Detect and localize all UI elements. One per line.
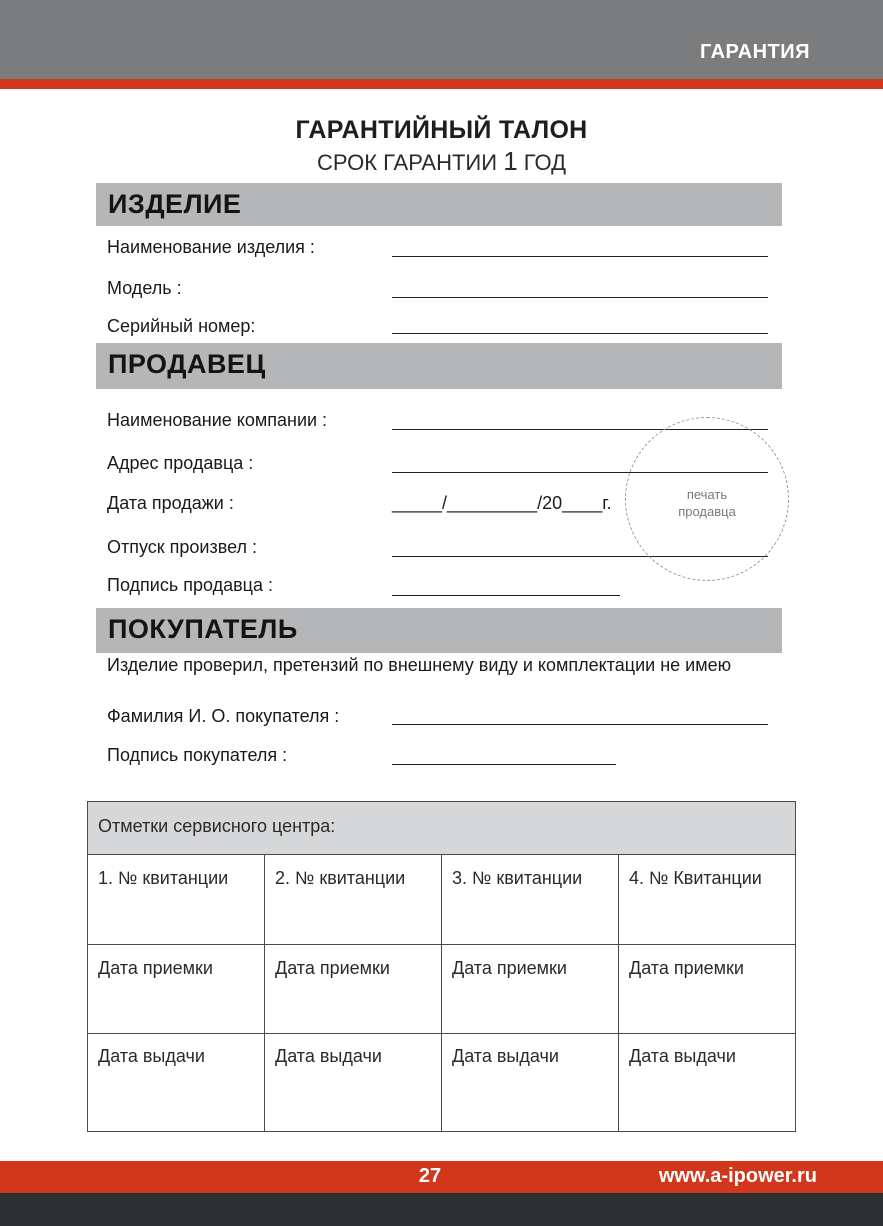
receipt-cell-2[interactable]: 2. № квитанции xyxy=(265,855,442,945)
subtitle-number: 1 xyxy=(503,146,518,176)
page-number: 27 xyxy=(418,1165,442,1187)
issued-date-cell-4[interactable]: Дата выдачи xyxy=(619,1034,796,1132)
footer-dark-bar xyxy=(0,1193,883,1226)
page-title: ГАРАНТИЙНЫЙ ТАЛОН xyxy=(295,116,588,144)
website-link[interactable]: www.a-ipower.ru xyxy=(658,1165,817,1187)
buyer-section-title: ПОКУПАТЕЛЬ xyxy=(108,614,298,644)
serial-number-label: Серийный номер: xyxy=(107,316,256,336)
header-section-label: ГАРАНТИЯ xyxy=(700,41,810,63)
buyer-signature-label: Подпись покупателя : xyxy=(107,745,288,765)
receipt-cell-3[interactable]: 3. № квитанции xyxy=(442,855,619,945)
seller-section-bar xyxy=(96,343,782,389)
model-line[interactable] xyxy=(392,297,768,298)
stamp-text-line-2: продавца xyxy=(678,504,736,519)
issued-date-cell-3[interactable]: Дата выдачи xyxy=(442,1034,619,1132)
stamp-text-line-1: печать xyxy=(686,487,728,502)
accepted-date-cell-4[interactable]: Дата приемки xyxy=(619,945,796,1034)
table-row xyxy=(88,1034,796,1132)
issued-date-cell-2[interactable]: Дата выдачи xyxy=(265,1034,442,1132)
serial-number-line[interactable] xyxy=(392,333,768,334)
receipt-cell-1[interactable]: 1. № квитанции xyxy=(88,855,265,945)
buyer-statement: Изделие проверил, претензий по внешнему виду и комплектации не имею xyxy=(107,655,732,675)
subtitle-prefix: СРОК ГАРАНТИИ xyxy=(317,150,504,175)
product-section-bar xyxy=(96,183,782,226)
product-name-line[interactable] xyxy=(392,256,768,257)
buyer-signature-line[interactable] xyxy=(392,764,616,765)
subtitle-suffix: ГОД xyxy=(517,150,566,175)
sale-date-label: Дата продажи : xyxy=(107,493,234,513)
seller-stamp-label xyxy=(625,486,789,520)
product-section-title: ИЗДЕЛИЕ xyxy=(108,189,242,219)
receipt-cell-4[interactable]: 4. № Квитанции xyxy=(619,855,796,945)
buyer-name-label: Фамилия И. О. покупателя : xyxy=(107,706,340,726)
page-subtitle xyxy=(0,146,883,177)
seller-signature-label: Подпись продавца : xyxy=(107,575,274,595)
buyer-section-bar xyxy=(96,608,782,653)
header-bar xyxy=(0,0,883,79)
company-name-label: Наименование компании : xyxy=(107,410,328,430)
seller-signature-line[interactable] xyxy=(392,595,620,596)
issued-date-cell-1[interactable]: Дата выдачи xyxy=(88,1034,265,1132)
service-center-header: Отметки сервисного центра: xyxy=(88,802,796,855)
header-accent-stripe xyxy=(0,79,883,89)
sale-date-field[interactable]: _____/_________/20____г. xyxy=(392,493,612,513)
product-name-label: Наименование изделия : xyxy=(107,237,315,257)
buyer-name-line[interactable] xyxy=(392,724,768,725)
seller-section-title: ПРОДАВЕЦ xyxy=(108,349,266,379)
seller-address-label: Адрес продавца : xyxy=(107,453,254,473)
released-by-label: Отпуск произвел : xyxy=(107,537,258,557)
accepted-date-cell-2[interactable]: Дата приемки xyxy=(265,945,442,1034)
table-row xyxy=(88,855,796,945)
service-center-table xyxy=(87,801,796,1132)
model-label: Модель : xyxy=(107,278,182,298)
table-row xyxy=(88,945,796,1034)
accepted-date-cell-1[interactable]: Дата приемки xyxy=(88,945,265,1034)
accepted-date-cell-3[interactable]: Дата приемки xyxy=(442,945,619,1034)
